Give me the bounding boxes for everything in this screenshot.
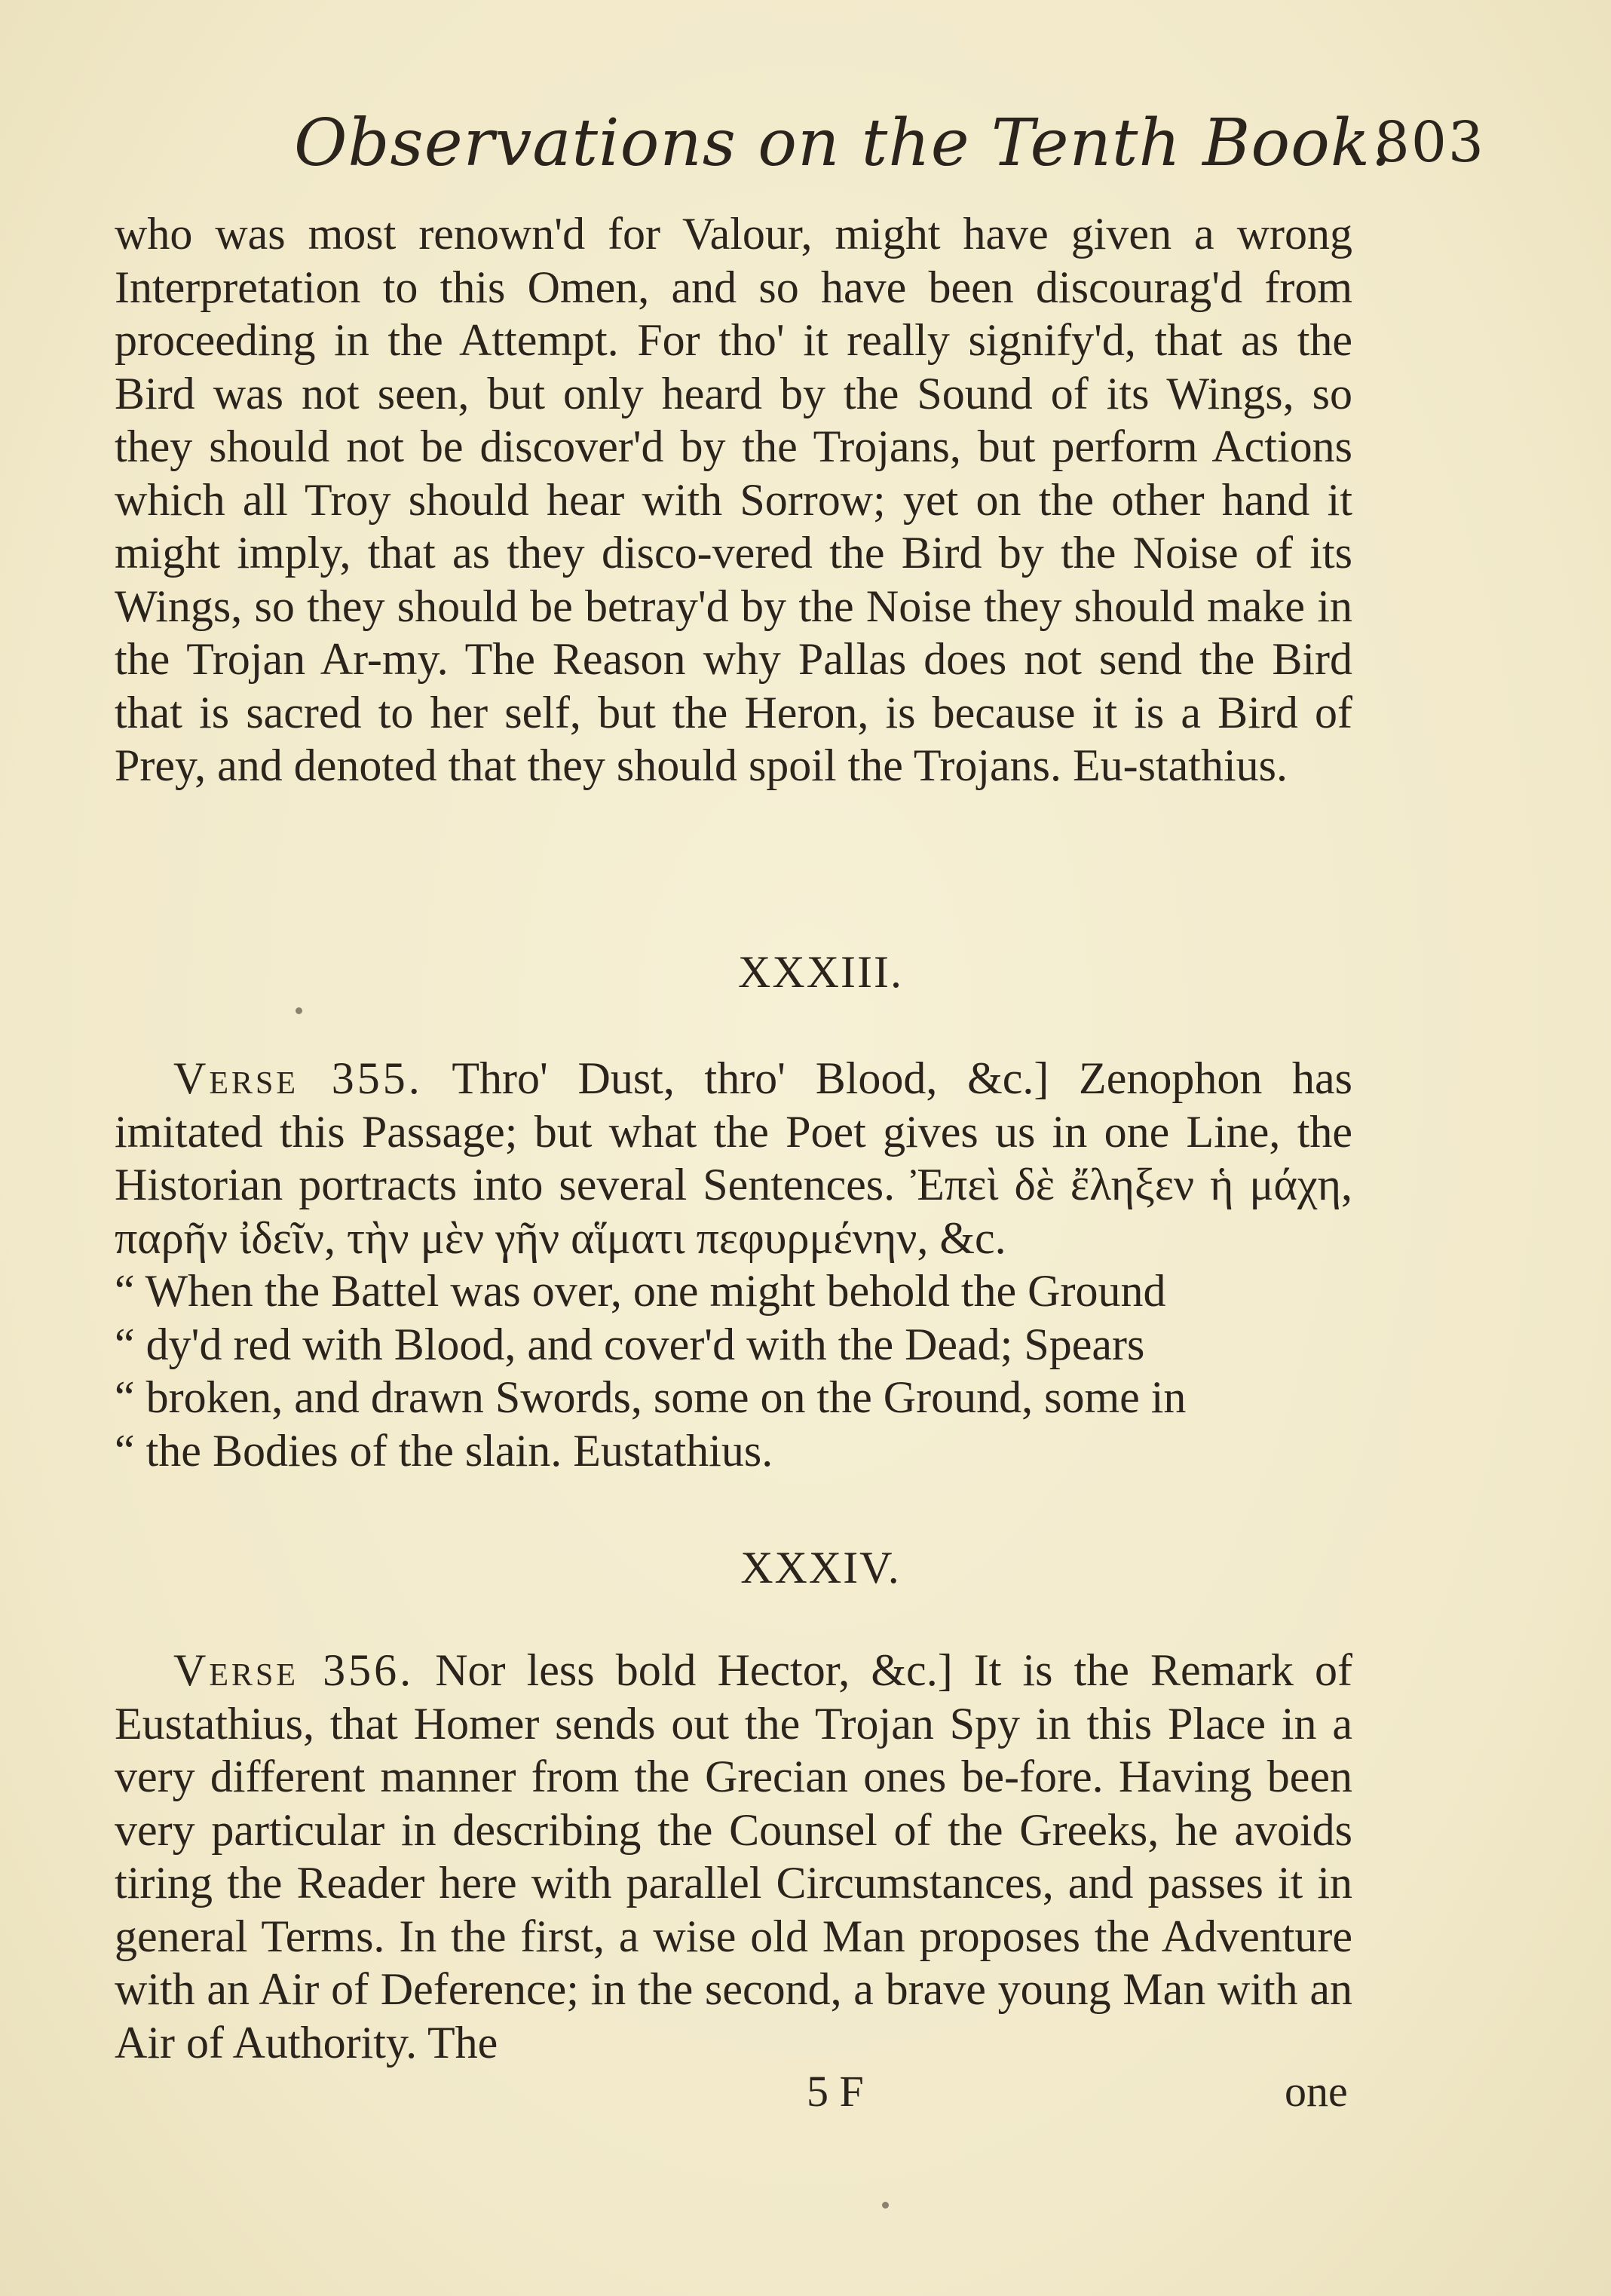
- quote-line: “ the Bodies of the slain. Eustathius.: [115, 1425, 773, 1476]
- quote-line-text: When the Battel was over, one might behold the Ground: [145, 1266, 1166, 1316]
- quote-line: “ dy'd red with Blood, and cover'd with the Dead; Spears: [115, 1319, 1145, 1369]
- quote-line-text: the Bodies of the slain. Eustathius.: [145, 1425, 773, 1476]
- text-block-3: [115, 1644, 1352, 2069]
- page-header: [113, 106, 1485, 196]
- text-block-2: [115, 1052, 1352, 1477]
- section-heading-33: XXXIII.: [738, 947, 903, 997]
- paragraph-3: [115, 1644, 1352, 2069]
- page-number: 803: [1374, 110, 1485, 175]
- running-title: Observations on the Tenth Book.: [294, 106, 1392, 181]
- verse-reference: Verse 355.: [173, 1053, 423, 1103]
- paragraph-1: who was most renown'd for Valour, might have given a wrong Interpretation to this Omen, and so have been discourag'd from proceeding in the Attempt. For tho' it really signify'd, that as the Bird was not seen, but only heard by the Sound of its Wings, so they should not be discover'd by the Trojans, but perform Actions which all Troy should hear with Sorrow; yet on the other hand it might imply, that as they disco-vered the Bird by the Noise of its Wings, so they should be betray'd by the Noise they should make in the Trojan Ar-my. The Reason why Pallas does not send the Bird that is sacred to her self, but the Heron, is because it is a Bird of Prey, and denoted that they should spoil the Trojans. Eu-stathius.: [115, 209, 1352, 790]
- catchword: one: [1285, 2067, 1348, 2116]
- verse-reference: Verse 356.: [173, 1645, 415, 1695]
- quote-line-text: dy'd red with Blood, and cover'd with the Dead; Spears: [145, 1319, 1145, 1369]
- signature-mark: 5 F: [807, 2067, 864, 2116]
- quote-line: “ When the Battel was over, one might behold the Ground: [115, 1266, 1166, 1316]
- quote-line-text: broken, and drawn Swords, some on the Ground, some in: [145, 1372, 1187, 1422]
- quote-line: “ broken, and drawn Swords, some on the Ground, some in: [115, 1372, 1187, 1422]
- section-heading-34: XXXIV.: [740, 1543, 901, 1592]
- paragraph-2-text: Thro' Dust, thro' Blood, &c.] Zenophon has imitated this Passage; but what the Poet gives us in one Line, the Historian portracts into several Sentences. Ἐπεὶ δὲ ἔληξεν ἡ μάχη, παρῆν ἰδεῖν, τὴν μὲν γῆν αἵματι πεφυρμένην, &c.: [115, 1053, 1353, 1263]
- paragraph-3-text: Nor less bold Hector, &c.] It is the Remark of Eustathius, that Homer sends out the Trojan Spy in this Place in a very different manner from the Grecian ones be-fore. Having been very particular in describing the Counsel of the Greeks, he avoids tiring the Reader here with parallel Circumstances, and passes it in general Terms. In the first, a wise old Man proposes the Adventure with an Air of Deference; in the second, a brave young Man with an Air of Authority. The: [115, 1645, 1353, 2068]
- ink-speck: [882, 2202, 889, 2209]
- paragraph-2: [115, 1052, 1352, 1264]
- ink-speck: [296, 1007, 302, 1014]
- text-block-1: [115, 207, 1352, 792]
